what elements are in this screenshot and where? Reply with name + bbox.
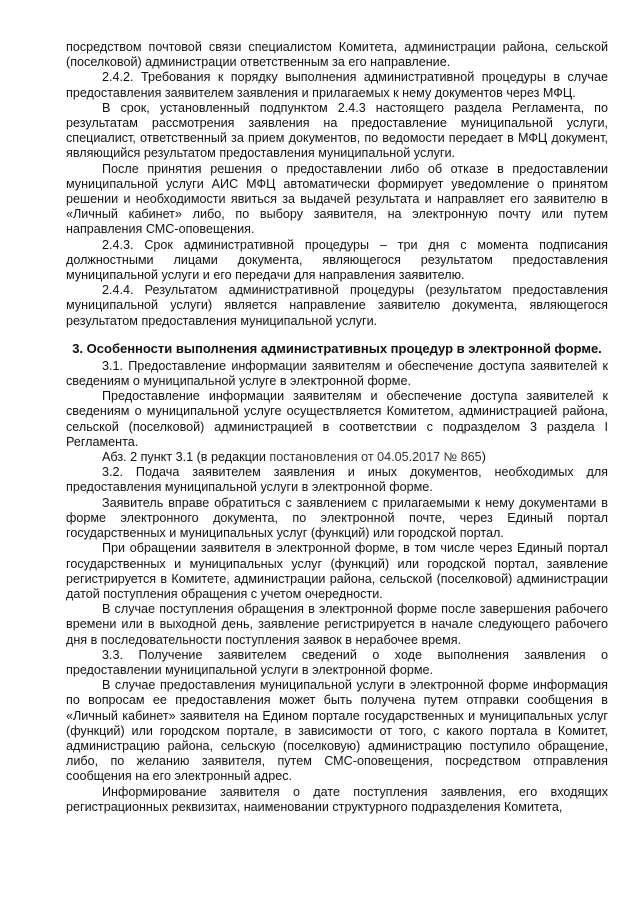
amendment-prefix: Абз. 2 пункт 3.1 (в редакции (102, 450, 270, 465)
paragraph: 3.3. Получение заявителем сведений о ходе выполнения заявления о предоставлении муниципальной услуги в электронной форме. (66, 647, 608, 677)
paragraph: посредством почтовой связи специалистом Комитета, администрации района, сельской (поселковой) администрации ответственным за его направление. (66, 40, 608, 70)
paragraph: Заявитель вправе обратиться с заявлением с прилагаемыми к нему документами в форме электронного документа, по электронной почте, через Единый портал государственных и муниципальных услуг (функций) или городской портал. (66, 495, 608, 541)
paragraph: 2.4.4. Результатом административной процедуры (результатом предоставления муниципальной услуги) является направление заявителю документа, являющегося результатом предоставления муниципальной услуги. (66, 283, 608, 328)
paragraph: В случае предоставления муниципальной услуги в электронной форме информация по вопросам ее предоставления может быть получена путем отправки сообщения в «Личный кабинет» заявителя на Едином портале государственных и муниципальных услуг (функций) или городском портале, в зависимости от того, с какого портала в Комитет, администрацию района, сельскую (поселковую) администрацию поступило обращение, либо, по желанию заявителя, путем СМС-оповещения, посредством отправления сообщения на его электронный адрес. (66, 678, 608, 784)
paragraph: В срок, установленный подпунктом 2.4.3 настоящего раздела Регламента, по результатам рассмотрения заявления на предоставление муниципальной услуги, специалист, ответственный за прием документов, по ведомости передает в МФЦ документ, являющийся результатом предоставления муниципальной услуги. (66, 100, 608, 161)
amendment-suffix: ) (481, 450, 486, 465)
paragraph: Информирование заявителя о дате поступления заявления, его входящих регистрационных реквизитах, наименовании структурного подразделения Комитета, (66, 784, 608, 814)
amendment-link[interactable]: постановления от 04.05.2017 № 865 (269, 450, 482, 465)
amendment-note (66, 450, 608, 465)
paragraph: После принятия решения о предоставлении либо об отказе в предоставлении муниципальной услуги АИС МФЦ автоматически формирует уведомление о принятом решении и необходимости явиться за выдачей результата и направляет его заявителю в «Личный кабинет» либо, по выбору заявителя, на электронную почту или путем направления СМС-оповещения. (66, 161, 608, 237)
paragraph: 3.2. Подача заявителем заявления и иных документов, необходимых для предоставления муниципальной услуги в электронной форме. (66, 465, 608, 495)
paragraph: 3.1. Предоставление информации заявителям и обеспечение доступа заявителей к сведениям о муниципальной услуге в электронной форме. (66, 358, 608, 389)
paragraph: При обращении заявителя в электронной форме, в том числе через Единый портал государственных и муниципальных услуг (функций) или городской портал, заявление регистрируется в Комитете, администрации района, сельской (поселковой) администрации датой поступления обращения с учетом очередности. (66, 541, 608, 601)
paragraph: 2.4.3. Срок административной процедуры – три дня с момента подписания должностными лицами документа, являющегося результатом предоставления муниципальной услуги и его передачи для направления заявителю. (66, 237, 608, 283)
paragraph: 2.4.2. Требования к порядку выполнения административной процедуры в случае предоставления заявителем заявления и прилагаемых к нему документов через МФЦ. (66, 70, 608, 100)
paragraph: В случае поступления обращения в электронной форме после завершения рабочего времени или в выходной день, заявление регистрируется в начале следующего рабочего дня в последовательности поступления заявок в нерабочее время. (66, 602, 608, 647)
paragraph: Предоставление информации заявителям и обеспечение доступа заявителей к сведениям о муниципальной услуге осуществляется Комитетом, администрацией района, сельской (поселковой) администрацией в соответствии с подразделом 3 раздела I Регламента. (66, 389, 608, 449)
section-title: 3. Особенности выполнения административных процедур в электронной форме. (72, 340, 602, 356)
